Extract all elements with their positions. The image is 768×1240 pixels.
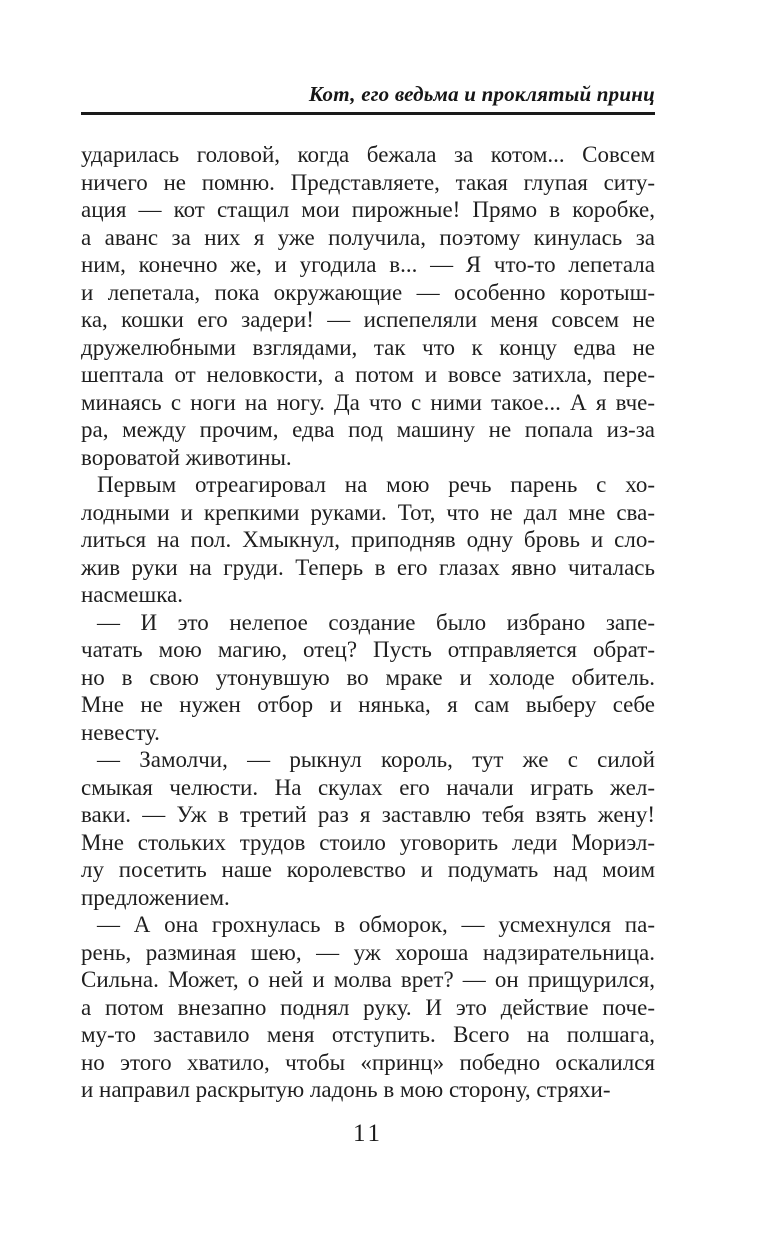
text-line: лу посетить наше королевство и подумать над моим <box>81 857 655 882</box>
text-line: литься на пол. Хмыкнул, приподняв одну бровь и сло- <box>81 527 655 552</box>
paragraph <box>81 609 655 747</box>
paragraph <box>81 911 655 1104</box>
text-line: насмешка. <box>81 582 183 607</box>
text-line: му-то заставило меня отступить. Всего на полшага, <box>81 1022 655 1047</box>
running-header-title: Кот, его ведьма и проклятый принц <box>308 82 655 106</box>
text-line: но в свою утонувшую во мраке и холоде обитель. <box>81 664 655 690</box>
text-line: жив руки на груди. Теперь в его глазах явно читалась <box>81 554 655 580</box>
page-number: 11 <box>352 1119 384 1147</box>
text-line: дружелюбными взглядами, так что к концу едва не <box>81 334 655 360</box>
text-line: ним, конечно же, и угодила в... — Я что-то лепетала <box>81 252 655 277</box>
text-line: чатать мою магию, отец? Пусть отправляется обрат- <box>81 637 655 662</box>
text-line: ация — кот стащил мои пирожные! Прямо в коробке, <box>81 197 655 222</box>
text-line: ударилась головой, когда бежала за котом... Совсем <box>81 142 655 167</box>
text-line: ка, кошки его задери! — испепеляли меня совсем не <box>81 307 655 332</box>
text-line: и направил раскрытую ладонь в мою сторону, стряхи- <box>81 1077 611 1102</box>
text-line: а потом внезапно поднял руку. И это действие поче- <box>81 994 655 1020</box>
text-line: — И это нелепое создание было избрано запе- <box>97 609 655 635</box>
text-line: ничего не помню. Представляете, такая глупая ситу- <box>81 169 655 195</box>
paragraph <box>81 746 655 911</box>
text-line: ваки. — Уж в третий раз я заставлю тебя взять жену! <box>81 802 655 827</box>
paragraph <box>81 471 655 609</box>
text-line: Сильна. Может, о ней и молва врет? — он прищурился, <box>81 967 655 992</box>
text-line: а аванс за них я уже получила, поэтому кинулась за <box>81 224 655 250</box>
text-line: вороватой животины. <box>81 444 292 470</box>
text-line: лодными и крепкими руками. Тот, что не дал мне сва- <box>81 499 655 525</box>
text-line: но этого хватило, чтобы «принц» победно оскалился <box>81 1049 655 1075</box>
text-column <box>81 0 655 1240</box>
text-line: Мне не нужен отбор и нянька, я сам выберу себе <box>81 692 655 717</box>
text-line: — А она грохнулась в обморок, — усмехнулся па- <box>97 912 655 937</box>
text-line: рень, разминая шею, — уж хороша надзирательница. <box>81 939 655 965</box>
text-line: невесту. <box>81 719 160 745</box>
text-line: ра, между прочим, едва под машину не попала из-за <box>81 417 655 442</box>
text-line: смыкая челюсти. На скулах его начали играть жел- <box>81 774 655 800</box>
text-line: шептала от неловкости, а потом и вовсе затихла, пере- <box>81 362 655 387</box>
text-line: предложением. <box>81 884 230 910</box>
text-line: Первым отреагировал на мою речь парень с хо- <box>97 472 655 497</box>
text-line: Мне стольких трудов стоило уговорить леди Мориэл- <box>81 829 655 855</box>
text-line: — Замолчи, — рыкнул король, тут же с силой <box>97 747 655 772</box>
body-text <box>81 141 655 1104</box>
text-line: и лепетала, пока окружающие — особенно коротыш- <box>81 279 655 305</box>
paragraph <box>81 141 655 471</box>
header-rule <box>81 112 655 115</box>
text-line: минаясь с ноги на ногу. Да что с ними такое... А я вче- <box>81 389 655 415</box>
